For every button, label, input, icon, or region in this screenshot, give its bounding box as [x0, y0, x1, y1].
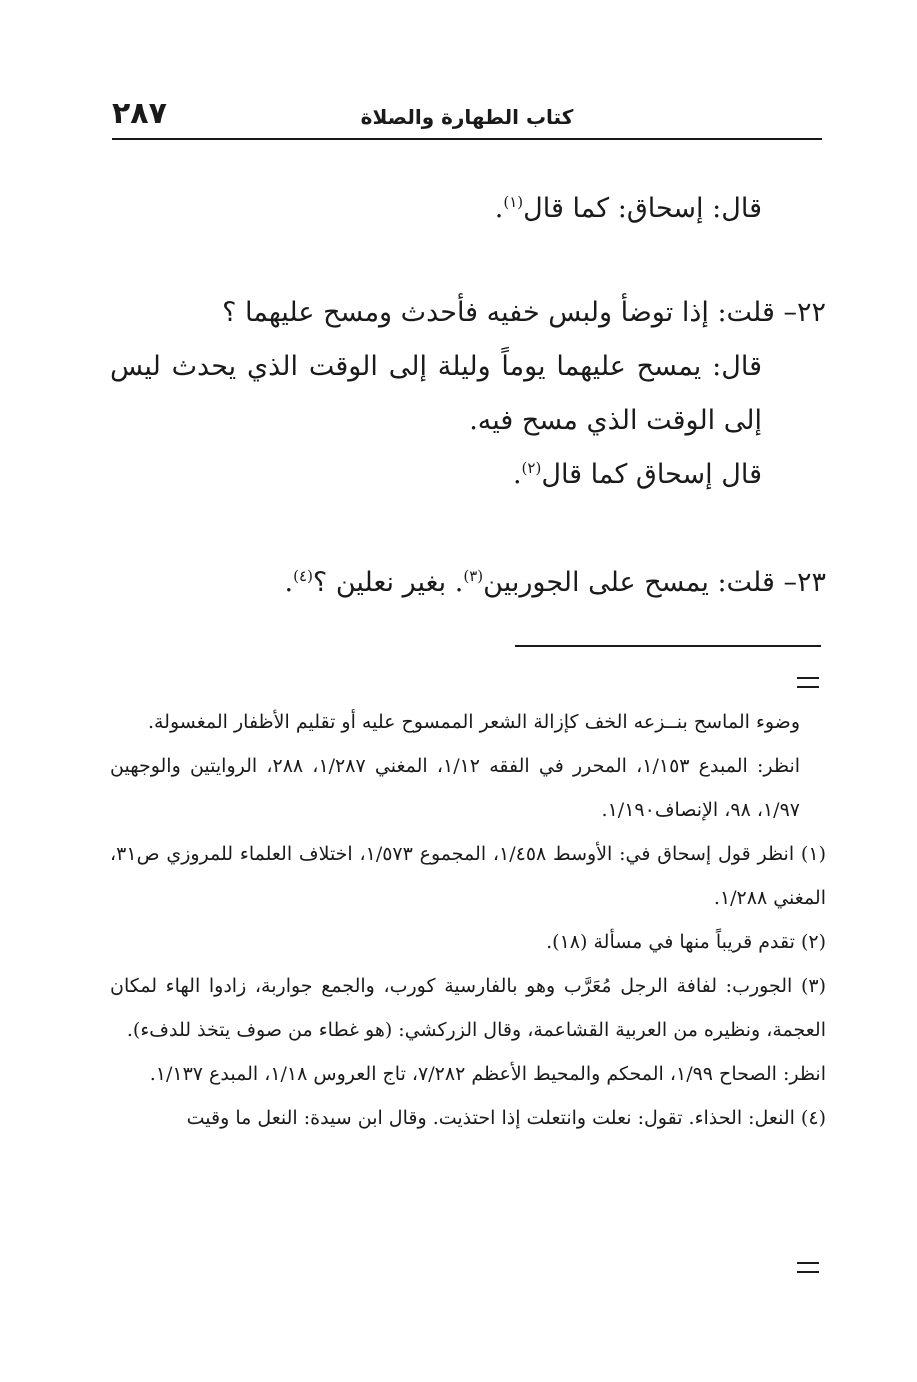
ishaq-22-text: قال إسحاق كما قال: [541, 459, 762, 490]
footnote-ref-4: (٤): [293, 567, 313, 585]
ishaq-line-text: قال: إسحاق: كما قال: [523, 193, 762, 224]
continuation-mark-top: [797, 677, 819, 688]
question-22: ٢٢– قلت: إذا توضأ ولبس خفيه فأحدث ومسح عليهما ؟: [222, 297, 826, 328]
footnote-1: (١) انظر قول إسحاق في: الأوسط ١/٤٥٨، المجموع ١/٥٧٣، اختلاف العلماء للمروزي ص٣١، المغني ١/٢٨٨.: [110, 843, 826, 909]
footnote-separator: [515, 645, 821, 647]
ishaq-line-end: .: [494, 193, 504, 224]
page-header: [112, 96, 822, 140]
footnote-ref-2: (٢): [521, 459, 542, 477]
footnote-3: (٣) الجورب: لفافة الرجل مُعَرَّب وهو بالفارسية كورب، والجمع جواربة، زادوا الهاء لمكان العجمة، ونظيره من العربية القشاعمة، وقال الزركشي: (هو غطاء من صوف يتخذ للدفء).: [110, 975, 826, 1041]
main-text: [110, 182, 826, 610]
answer-22: قال: يمسح عليهما يوماً وليلة إلى الوقت الذي يحدث ليس إلى الوقت الذي مسح فيه.: [110, 351, 762, 436]
continuation-mark-bottom: [797, 1262, 819, 1273]
question-23-part1: ٢٣– قلت: يمسح على الجوربين: [483, 567, 826, 598]
running-title: كتاب الطهارة والصلاة: [360, 105, 574, 129]
question-23-part2: . بغير نعلين ؟: [312, 567, 464, 598]
footnote-3-refs: انظر: الصحاح ١/٩٩، المحكم والمحيط الأعظم ٧/٢٨٢، تاج العروس ١/١٨، المبدع ١/١٣٧.: [149, 1063, 826, 1085]
ishaq-line: [110, 182, 826, 236]
question-23: [110, 556, 826, 610]
footnotes: [110, 700, 826, 1140]
footnote-continuation: وضوء الماسح بنــزعه الخف كإزالة الشعر الممسوح عليه أو تقليم الأظفار المغسولة.: [147, 711, 800, 733]
ishaq-22: [110, 448, 826, 502]
footnote-ref-3: (٣): [463, 567, 484, 585]
spacer: [110, 502, 826, 556]
ishaq-22-end: .: [512, 459, 522, 490]
footnote-ref-1: (١): [503, 193, 524, 211]
page-number: ٢٨٧: [112, 96, 167, 131]
question-23-end: .: [284, 567, 294, 598]
footnote-continuation-refs: انظر: المبدع ١/١٥٣، المحرر في الفقه ١/١٢، المغني ١/٢٨٧، ٢٨٨، الروايتين والوجهين ١/٩٧، ٩٨، الإنصاف١/١٩٠.: [110, 755, 801, 821]
footnote-4: (٤) النعل: الحذاء. تقول: نعلت وانتعلت إذا احتذيت. وقال ابن سيدة: النعل ما وقيت: [186, 1107, 826, 1129]
footnote-2: (٢) تقدم قريباً منها في مسألة (١٨).: [546, 931, 826, 953]
spacer: [110, 236, 826, 286]
